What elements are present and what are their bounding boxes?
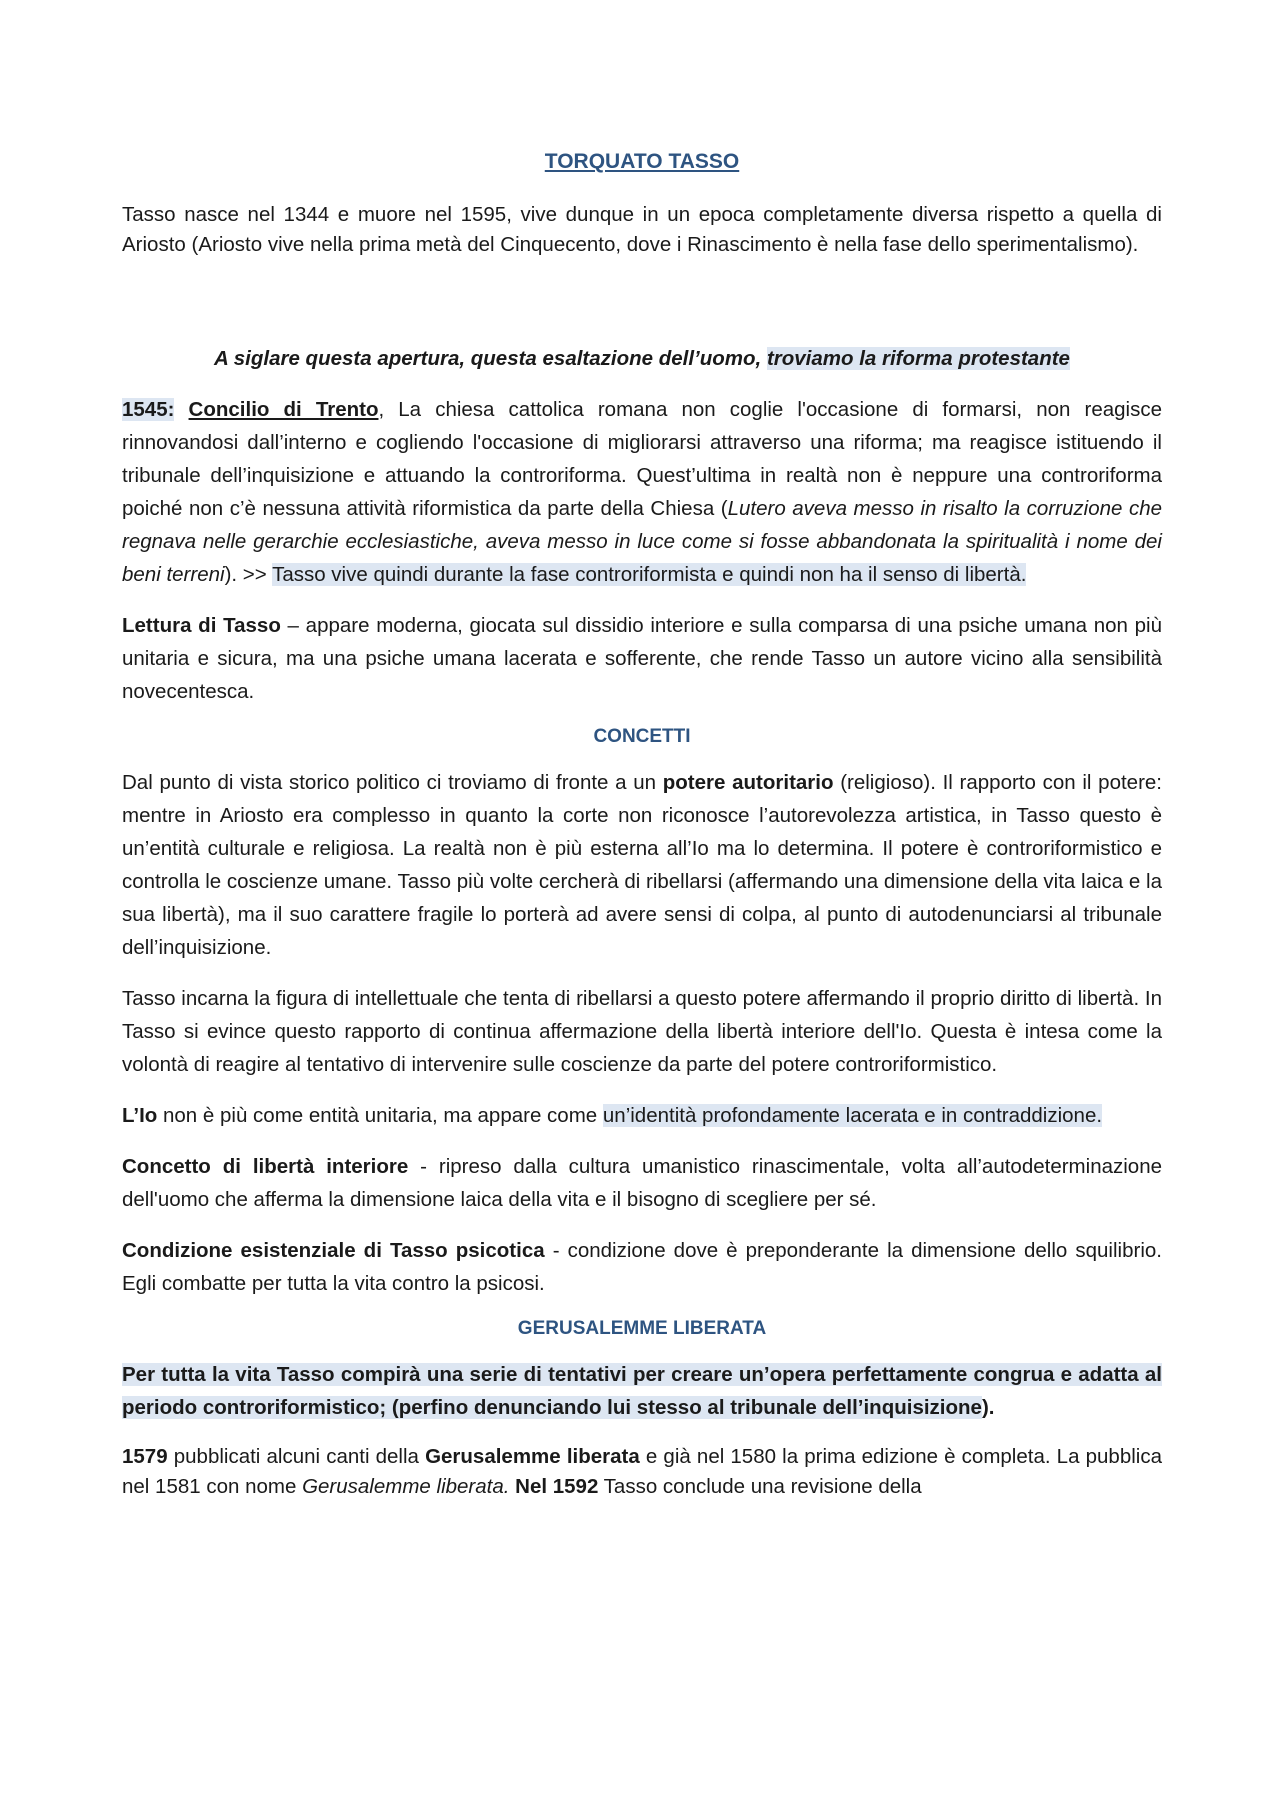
trento-paragraph <box>122 393 1162 591</box>
liberta-text: - ripreso dalla cultura umanistico rinascimentale, volta all’autodeterminazione dell'uomo che afferma la dimensione laica della vita e il bisogno di scegliere per sé. <box>122 1155 1162 1211</box>
tentativi-highlight: Per tutta la vita Tasso compirà una serie di tentativi per creare un’opera perfettamente congrua e adatta al periodo controriformistico; (perfino denunciando lui stesso al tribunale dell’inquisizione <box>122 1363 1162 1419</box>
subtitle-part1: A siglare questa apertura, questa esaltazione dell’uomo, <box>214 347 767 370</box>
potere-bold: potere autoritario <box>662 771 834 794</box>
spacer <box>122 278 1162 342</box>
subtitle-paragraph <box>122 342 1162 375</box>
section-heading-concetti: CONCETTI <box>593 726 691 747</box>
lettura-text: – appare moderna, giocata sul dissidio interiore e sulla comparsa di una psiche umana non più unitaria e sicura, ma una psiche umana lacerata e sofferente, che rende Tasso un autore vicino alla sensibilità novecentesca. <box>122 614 1162 703</box>
trento-italic: Lutero aveva messo in risalto la corruzione che regnava nelle gerarchie ecclesiastiche, aveva messo in luce come si fosse abbandonata la spiritualità i nome dei beni terreni <box>122 497 1162 586</box>
pubblicazione-italic-title: Gerusalemme liberata. <box>302 1475 510 1498</box>
intellettuale-paragraph <box>122 982 1162 1081</box>
condizione-text: - condizione dove è preponderante la dimensione dello squilibrio. Egli combatte per tutta la vita contro la psicosi. <box>122 1239 1162 1295</box>
potere-text1: Dal punto di vista storico politico ci troviamo di fronte a un <box>122 771 663 794</box>
trento-highlight: Tasso vive quindi durante la fase controriformista e quindi non ha il senso di libertà. <box>272 563 1027 586</box>
pubblicazione-year2: Nel 1592 <box>515 1475 599 1498</box>
intro-text: Tasso nasce nel 1344 e muore nel 1595, vive dunque in un epoca completamente diversa rispetto a quella di Ariosto (Ariosto vive nella prima metà del Cinquecento, dove i Rinascimento è nella fase dello sperimentalismo). <box>122 203 1162 256</box>
liberta-bold: Concetto di libertà interiore <box>122 1155 409 1178</box>
io-paragraph <box>122 1099 1162 1132</box>
intro-paragraph <box>122 200 1162 260</box>
condizione-bold: Condizione esistenziale di Tasso psicotica <box>122 1239 545 1262</box>
page-title: TORQUATO TASSO <box>544 150 740 173</box>
liberta-paragraph <box>122 1150 1162 1216</box>
intellettuale-text: Tasso incarna la figura di intellettuale che tenta di ribellarsi a questo potere affermando il proprio diritto di libertà. In Tasso si evince questo rapporto di continua affermazione della libertà interiore dell'Io. Questa è intesa come la volontà di reagire al tentativo di intervenire sulle coscienze da parte del potere controriformistico. <box>122 987 1162 1076</box>
io-bold: L’Io <box>122 1104 158 1127</box>
tentativi-paragraph <box>122 1358 1162 1424</box>
section-heading-gerusalemme: GERUSALEMME LIBERATA <box>517 1318 767 1339</box>
trento-link: Concilio di Trento <box>188 398 379 421</box>
pubblicazione-bold-title: Gerusalemme liberata <box>425 1445 640 1468</box>
lettura-bold: Lettura di Tasso <box>122 614 281 637</box>
trento-year: 1545: <box>122 398 175 421</box>
io-text: non è più come entità unitaria, ma appare come <box>157 1104 603 1127</box>
trento-text2: ). >> <box>224 563 273 586</box>
lettura-paragraph <box>122 609 1162 708</box>
subtitle-highlight: troviamo la riforma protestante <box>766 347 1070 370</box>
pubblicazione-text4: Tasso conclude una revisione della <box>598 1475 922 1498</box>
potere-paragraph <box>122 766 1162 964</box>
trento-text1: , La chiesa cattolica romana non coglie l'occasione di formarsi, non reagisce rinnovandosi dall’interno e cogliendo l'occasione di migliorarsi attraverso una riforma; ma reagisce istituendo il tribunale dell’inquisizione e attuando la controriforma. Quest’ultima in realtà non è neppure una controriforma poiché non c’è nessuna attività riformistica da parte della Chiesa ( <box>122 398 1162 520</box>
pubblicazione-paragraph <box>122 1442 1162 1502</box>
pubblicazione-year1: 1579 <box>122 1445 168 1468</box>
condizione-paragraph <box>122 1234 1162 1300</box>
io-highlight: un’identità profondamente lacerata e in contraddizione. <box>602 1104 1103 1127</box>
pubblicazione-text2: e già nel 1580 la prima edizione è completa. La pubblica nel 1581 con nome <box>122 1445 1162 1498</box>
pubblicazione-text1: pubblicati alcuni canti della <box>167 1445 426 1468</box>
potere-text2: (religioso). Il rapporto con il potere: mentre in Ariosto era complesso in quanto la corte non riconosce l’autorevolezza artistica, in Tasso questo è un’entità culturale e religiosa. La realtà non è più esterna all’Io ma lo determina. Il potere è controriformistico e controlla le coscienze umane. Tasso più volte cercherà di ribellarsi (affermando una dimensione della vita laica e la sua libertà), ma il suo carattere fragile lo porterà ad avere sensi di colpa, al punto di autodenunciarsi al tribunale dell’inquisizione. <box>122 771 1162 959</box>
tentativi-end: ). <box>981 1396 995 1419</box>
